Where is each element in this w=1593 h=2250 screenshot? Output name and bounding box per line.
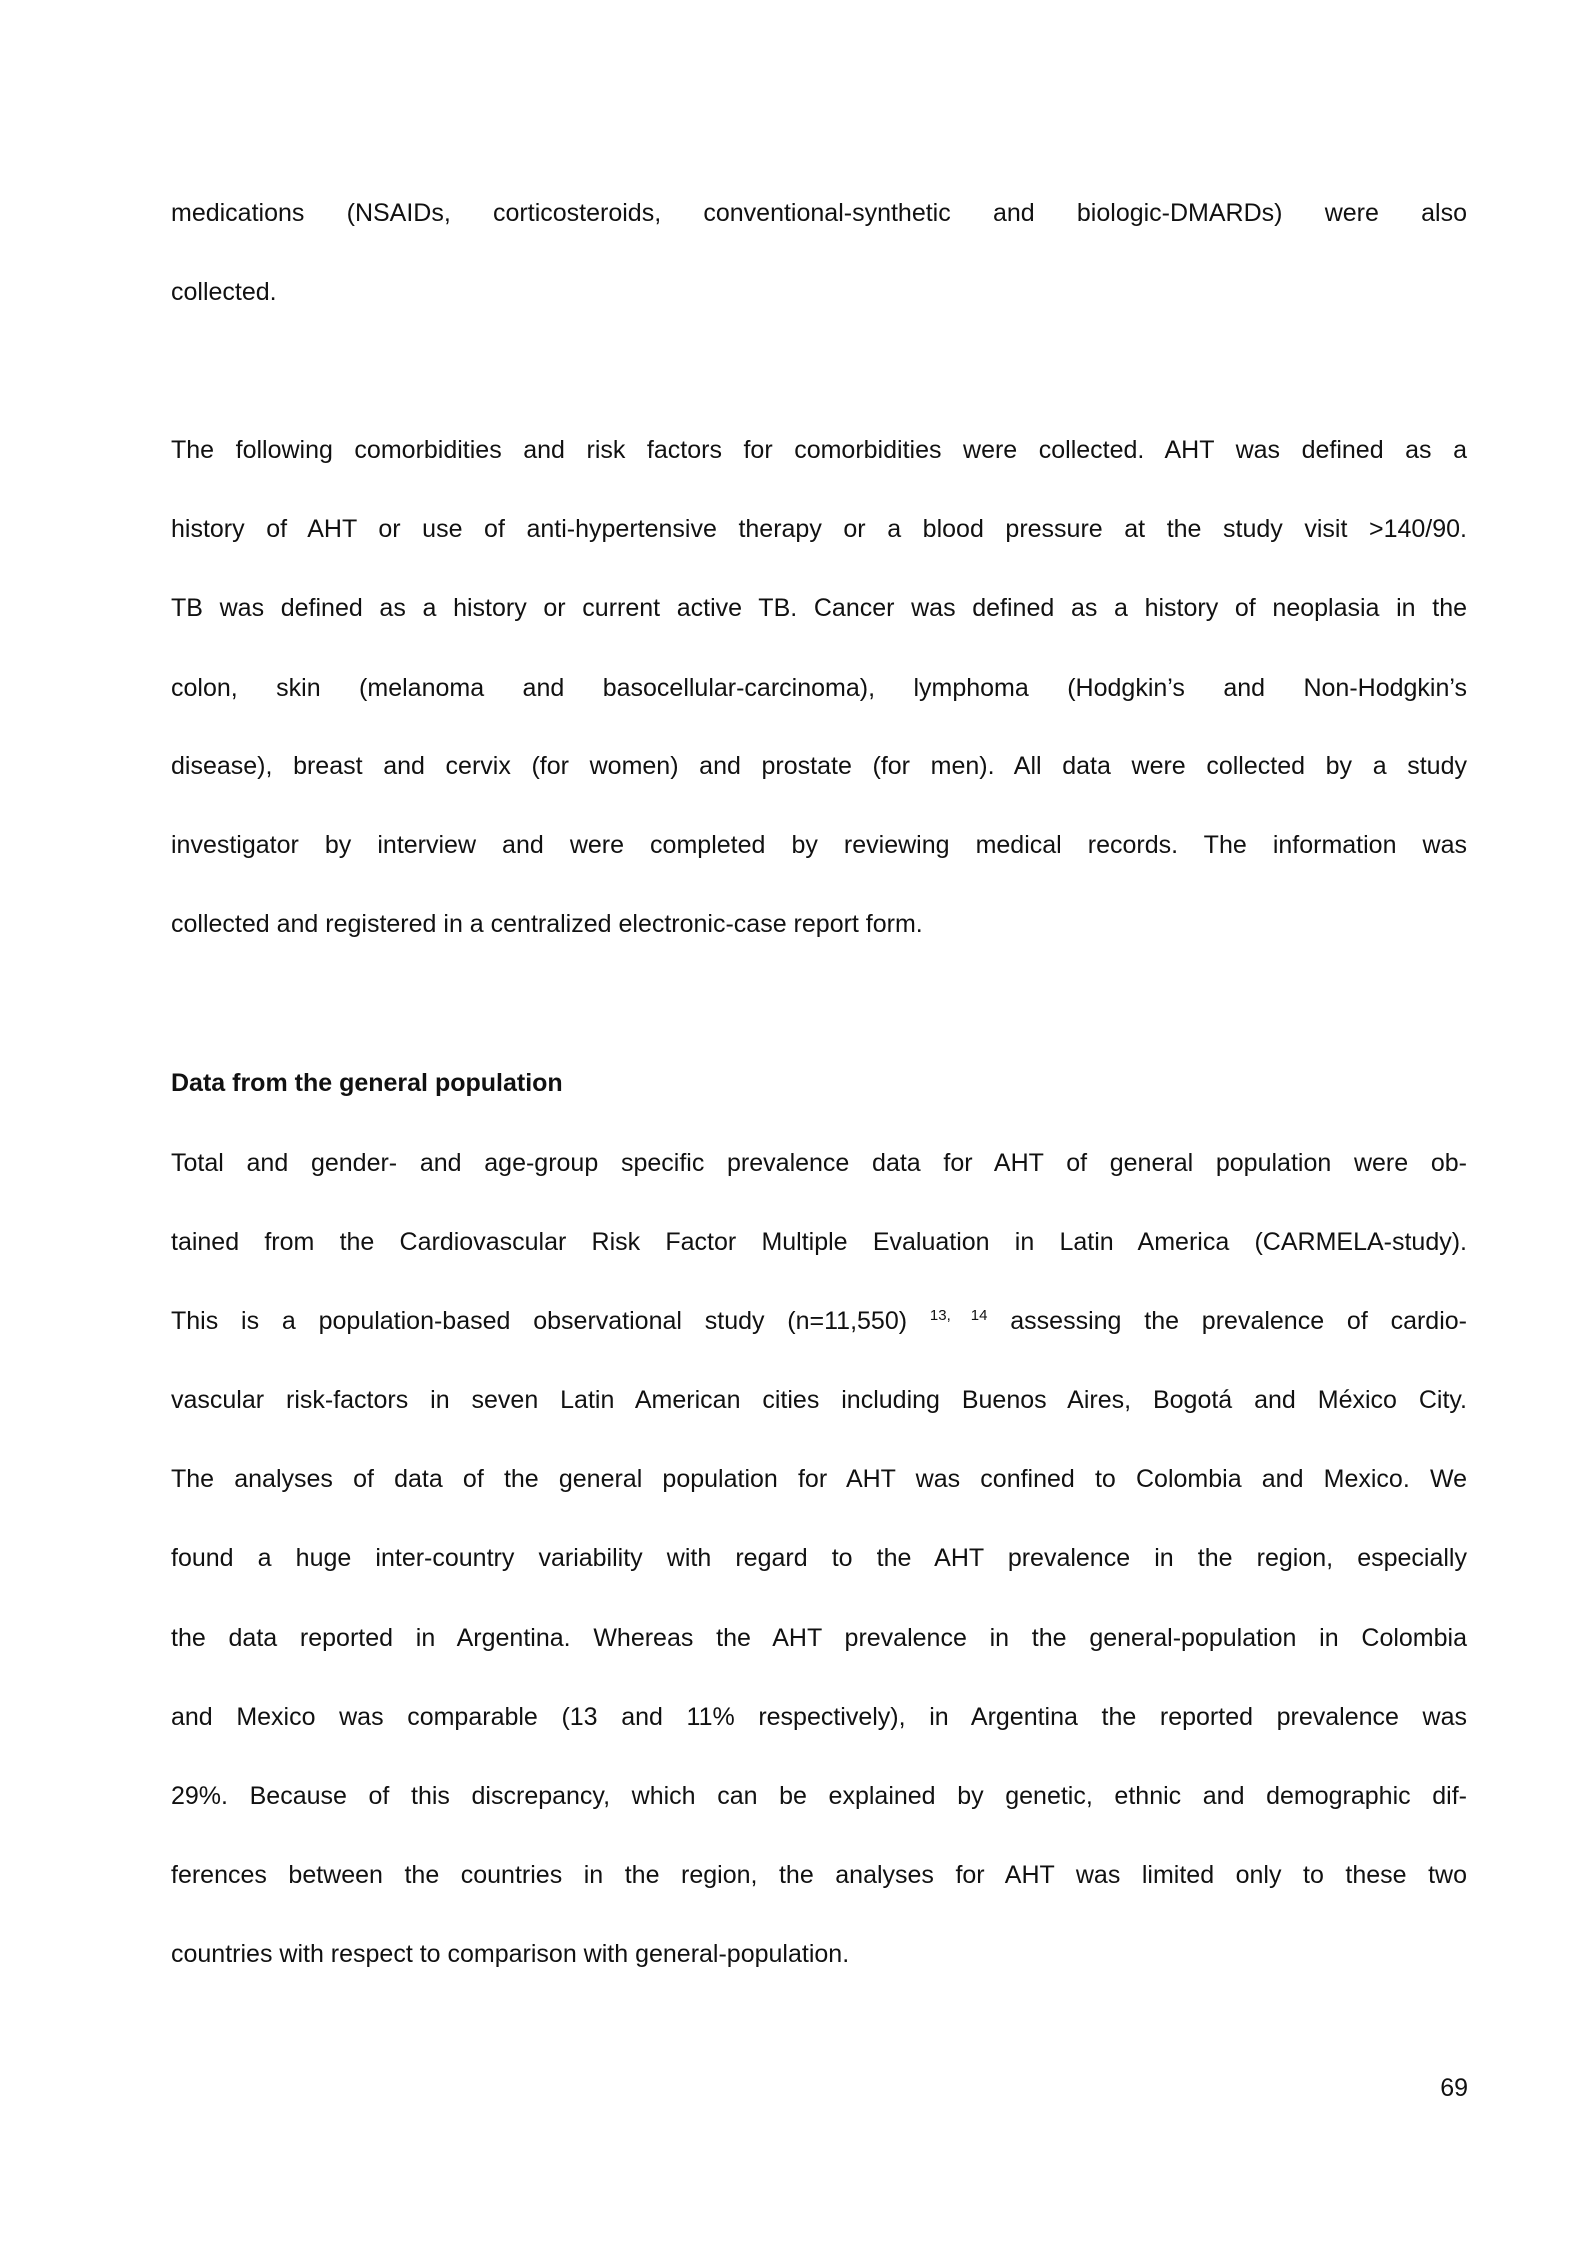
text-line: colon, skin (melanoma and basocellular-carcinoma), lymphoma (Hodgkin’s and Non-Hodgkin’s — [171, 674, 1467, 702]
text-line: history of AHT or use of anti-hypertensive therapy or a blood pressure at the study visit >140/90. — [171, 515, 1467, 543]
text-line: The following comorbidities and risk factors for comorbidities were collected. AHT was defined as a — [171, 436, 1467, 464]
text-line: Total and gender- and age-group specific prevalence data for AHT of general population were ob- — [171, 1149, 1467, 1177]
citation-superscript: 13, 14 — [929, 1307, 988, 1324]
text-line: disease), breast and cervix (for women) and prostate (for men). All data were collected by a study — [171, 752, 1467, 780]
text-line: and Mexico was comparable (13 and 11% respectively), in Argentina the reported prevalence was — [171, 1703, 1467, 1731]
text-line: 29%. Because of this discrepancy, which can be explained by genetic, ethnic and demographic dif- — [171, 1782, 1467, 1810]
text-line: the data reported in Argentina. Whereas the AHT prevalence in the general-population in Colombia — [171, 1624, 1467, 1652]
text-segment: assessing the prevalence of cardio- — [987, 1307, 1467, 1335]
text-line: collected and registered in a centralized electronic-case report form. — [171, 910, 923, 938]
text-line: tained from the Cardiovascular Risk Factor Multiple Evaluation in Latin America (CARMELA-study). — [171, 1228, 1467, 1256]
text-line: ferences between the countries in the region, the analyses for AHT was limited only to these two — [171, 1861, 1467, 1889]
text-line — [171, 1301, 1467, 1341]
text-line: TB was defined as a history or current active TB. Cancer was defined as a history of neoplasia in the — [171, 594, 1467, 622]
text-line: countries with respect to comparison with general-population. — [171, 1940, 850, 1968]
text-line: medications (NSAIDs, corticosteroids, conventional-synthetic and biologic-DMARDs) were also — [171, 199, 1467, 227]
text-line: found a huge inter-country variability with regard to the AHT prevalence in the region, especially — [171, 1544, 1467, 1572]
text-line: The analyses of data of the general population for AHT was confined to Colombia and Mexico. We — [171, 1465, 1467, 1493]
text-line: collected. — [171, 278, 277, 306]
text-line: investigator by interview and were completed by reviewing medical records. The information was — [171, 831, 1467, 859]
text-segment: This is a population-based observational study (n=11,550) — [171, 1307, 930, 1335]
section-heading: Data from the general population — [171, 1069, 563, 1097]
text-line: vascular risk-factors in seven Latin American cities including Buenos Aires, Bogotá and México City. — [171, 1386, 1467, 1414]
page-number: 69 — [1440, 2074, 1468, 2102]
